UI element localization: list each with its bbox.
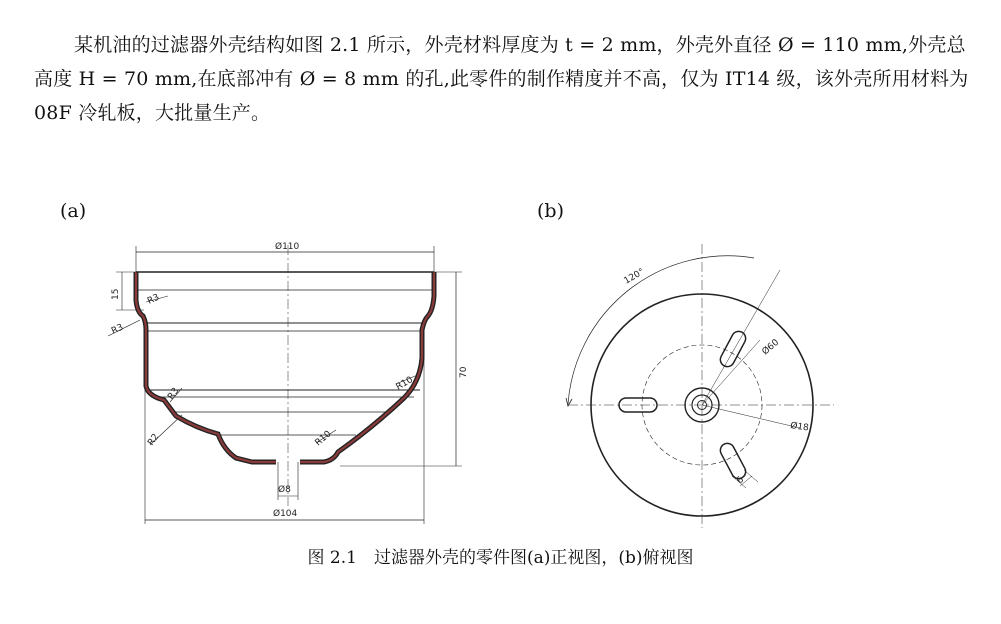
dim-circle-dia: Ø60 (760, 337, 782, 358)
dim-rim-height: 15 (111, 288, 121, 300)
problem-paragraph: 某机油的过滤器外壳结构如图 2.1 所示，外壳材料厚度为 t = 2 mm，外壳外直径 Ø = 110 mm,外壳总高度 H = 70 mm,在底部冲有 Ø = 8 mm 的孔,此零件的制作精度并不高，仅为 IT14 级，该外壳所用材料为 08F 冷轧板，大批量生产。 (34, 34, 969, 124)
dim-r3-bottom: R3 (166, 386, 182, 402)
dim-r3-inner: R3 (146, 292, 162, 307)
figure-b-label: (b) (537, 200, 564, 222)
dim-r3-outer: R3 (110, 322, 126, 337)
figure-caption: 图 2.1 过滤器外壳的零件图(a)正视图，(b)俯视图 (307, 548, 694, 568)
dim-r10-bottom: R10 (313, 429, 334, 449)
dim-hole-dia: Ø8 (278, 485, 291, 495)
dim-top-dia: Ø110 (275, 242, 300, 252)
dim-r2: R2 (146, 432, 162, 448)
figure-a-label: (a) (60, 200, 87, 222)
dim-bottom-dia: Ø104 (273, 509, 298, 519)
slot-lower-right (718, 441, 748, 481)
dim-angle: 120° (622, 267, 647, 287)
dim-height: 70 (459, 366, 469, 378)
dim-hub-dia: Ø18 (789, 421, 810, 434)
slot-upper-right (718, 329, 748, 369)
dim-slot-width: 6 (735, 474, 747, 487)
dim-r10-side: R10 (394, 375, 415, 393)
